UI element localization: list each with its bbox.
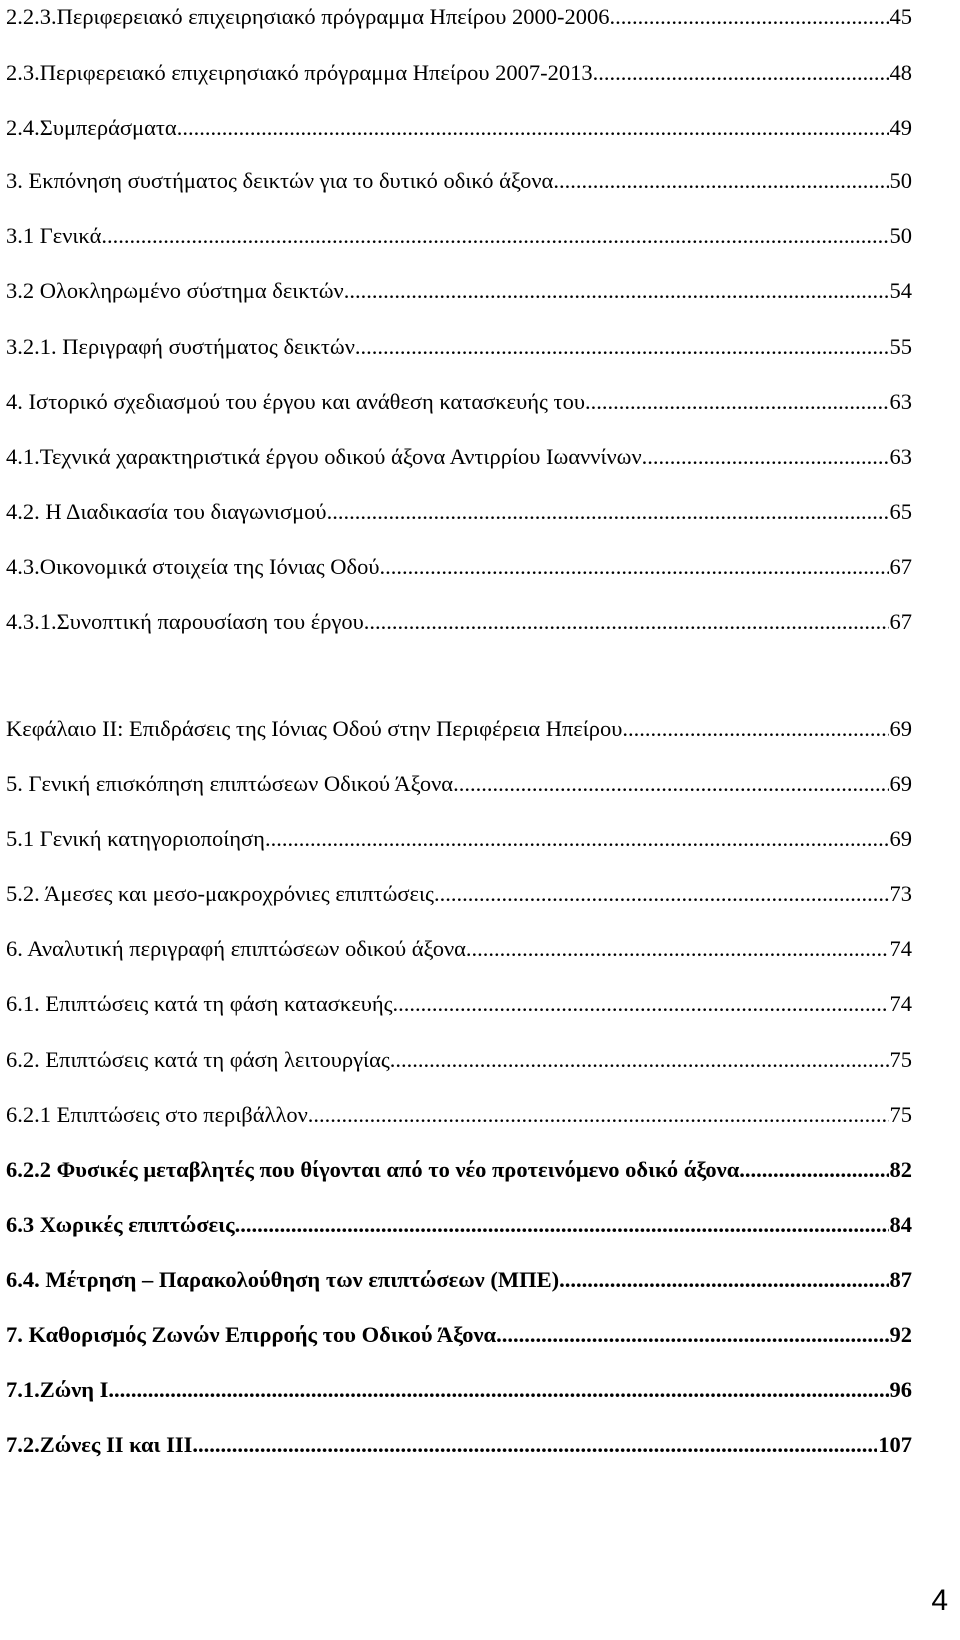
dot-leader [101,222,888,250]
toc-entry[interactable] [6,59,912,87]
toc-entry-page: 82 [889,1157,912,1182]
toc-entry-page: 84 [889,1212,912,1237]
toc-entry-title: 3.2.1. Περιγραφή συστήματος δεικτών [6,334,355,359]
dot-leader [192,1431,877,1459]
page-number: 4 [931,1584,948,1617]
toc-entry[interactable] [6,608,912,636]
toc-entry[interactable] [6,935,912,963]
dot-leader [496,1321,888,1349]
toc-entry-title: 4.1.Τεχνικά χαρακτηριστικά έργου οδικού άξονα Αντιρρίου Ιωαννίνων [6,444,642,469]
toc-entry-page: 107 [878,1432,912,1457]
toc-entry-chapter[interactable] [6,715,912,743]
dot-leader [393,990,889,1018]
toc-entry-page: 92 [889,1322,912,1347]
toc-entry-title: 4.3.1.Συνοπτική παρουσίαση του έργου [6,609,364,634]
toc-entry-title: 3. Εκπόνηση συστήματος δεικτών για το δυτικό οδικό άξονα [6,168,554,193]
toc-entry[interactable] [6,1431,912,1459]
toc-entry-title: 7.2.Ζώνες ΙΙ και ΙΙΙ [6,1432,193,1457]
dot-leader [434,880,889,908]
toc-entry-page: 74 [889,936,912,961]
toc-entry-page: 49 [889,115,912,140]
toc-entry-title: 5. Γενική επισκόπηση επιπτώσεων Οδικού Άξονα [6,771,454,796]
toc-entry[interactable] [6,167,912,195]
toc-entry[interactable] [6,1101,912,1129]
toc-entry-title: 6. Αναλυτική περιγραφή επιπτώσεων οδικού άξονα [6,936,466,961]
toc-entry-page: 50 [889,168,912,193]
dot-leader [553,167,888,195]
dot-leader [380,553,889,581]
toc-entry-page: 75 [889,1047,912,1072]
dot-leader [327,498,889,526]
dot-leader [622,715,888,743]
dot-leader [610,3,889,31]
toc-entry-page: 74 [889,991,912,1016]
toc-entry-page: 73 [889,881,912,906]
toc-entry[interactable] [6,1321,912,1349]
dot-leader [642,443,889,471]
dot-leader [390,1046,889,1074]
dot-leader [559,1266,888,1294]
toc-entry-title: Κεφάλαιο ΙΙ: Επιδράσεις της Ιόνιας Οδού στην Περιφέρεια Ηπείρου [6,716,623,741]
dot-leader [364,608,889,636]
dot-leader [593,59,889,87]
toc-entry-page: 63 [889,444,912,469]
toc-entry[interactable] [6,222,912,250]
toc-entry-page: 69 [889,771,912,796]
toc-entry[interactable] [6,498,912,526]
toc-entry[interactable] [6,114,912,142]
dot-leader [308,1101,889,1129]
toc-entry[interactable] [6,1156,912,1184]
toc-entry-page: 67 [889,609,912,634]
toc-entry-title: 4.2. Η Διαδικασία του διαγωνισμού [6,499,327,524]
toc-entry-title: 6.2. Επιπτώσεις κατά τη φάση λειτουργίας [6,1047,390,1072]
toc-entry[interactable] [6,3,912,31]
toc-entry-title: 4.3.Οικονομικά στοιχεία της Ιόνιας Οδού [6,554,380,579]
toc-entry[interactable] [6,1376,912,1404]
toc-entry-title: 6.3 Χωρικές επιπτώσεις [6,1212,235,1237]
toc-entry-page: 87 [889,1267,912,1292]
toc-entry-page: 65 [889,499,912,524]
dot-leader [344,277,889,305]
toc-entry-page: 45 [889,4,912,29]
toc-entry-title: 4. Ιστορικό σχεδιασμού του έργου και ανάθεση κατασκευής του [6,389,585,414]
toc-entry[interactable] [6,333,912,361]
toc-entry-title: 3.1 Γενικά [6,223,102,248]
toc-entry-title: 2.3.Περιφερειακό επιχειρησιακό πρόγραμμα Ηπείρου 2007-2013 [6,60,593,85]
toc-entry-page: 75 [889,1102,912,1127]
dot-leader [235,1211,889,1239]
toc-entry-title: 5.1 Γενική κατηγοριοποίηση [6,826,265,851]
toc-entry[interactable] [6,825,912,853]
toc-entry-title: 7. Καθορισμός Ζωνών Επιρροής του Οδικού Άξονα [6,1322,497,1347]
toc-entry[interactable] [6,880,912,908]
dot-leader [739,1156,888,1184]
toc-entry[interactable] [6,277,912,305]
toc-entry-page: 69 [889,826,912,851]
toc-entry-page: 96 [889,1377,912,1402]
toc-entry[interactable] [6,443,912,471]
toc-entry[interactable] [6,770,912,798]
toc-entry[interactable] [6,990,912,1018]
toc-entry-title: 3.2 Ολοκληρωμένο σύστημα δεικτών [6,278,344,303]
toc-entry[interactable] [6,1211,912,1239]
toc-entry[interactable] [6,388,912,416]
toc-entry-title: 6.2.1 Επιπτώσεις στο περιβάλλον [6,1102,308,1127]
toc-entry-title: 2.2.3.Περιφερειακό επιχειρησιακό πρόγραμμα Ηπείρου 2000-2006 [6,4,610,29]
toc-entry[interactable] [6,1046,912,1074]
toc-entry-title: 5.2. Άμεσες και μεσο-μακροχρόνιες επιπτώσεις [6,881,434,906]
toc-entry-page: 50 [889,223,912,248]
dot-leader [265,825,889,853]
dot-leader [466,935,889,963]
toc-entry-page: 67 [889,554,912,579]
toc-entry-page: 54 [889,278,912,303]
toc-entry-page: 69 [889,716,912,741]
toc-entry-title: 7.1.Ζώνη Ι [6,1377,109,1402]
toc-entry-title: 6.2.2 Φυσικές μεταβλητές που θίγονται από το νέο προτεινόμενο οδικό άξονα [6,1157,740,1182]
toc-entry-title: 2.4.Συμπεράσματα [6,115,177,140]
toc-entry-page: 55 [889,334,912,359]
toc-entry-title: 6.4. Μέτρηση – Παρακολούθηση των επιπτώσεων (ΜΠΕ) [6,1267,560,1292]
dot-leader [108,1376,888,1404]
toc-entry[interactable] [6,1266,912,1294]
toc-entry[interactable] [6,553,912,581]
toc-entry-page: 63 [889,389,912,414]
toc-entry-page: 48 [889,60,912,85]
dot-leader [453,770,888,798]
toc-entry-title: 6.1. Επιπτώσεις κατά τη φάση κατασκευής [6,991,393,1016]
dot-leader [585,388,889,416]
dot-leader [355,333,889,361]
dot-leader [177,114,889,142]
